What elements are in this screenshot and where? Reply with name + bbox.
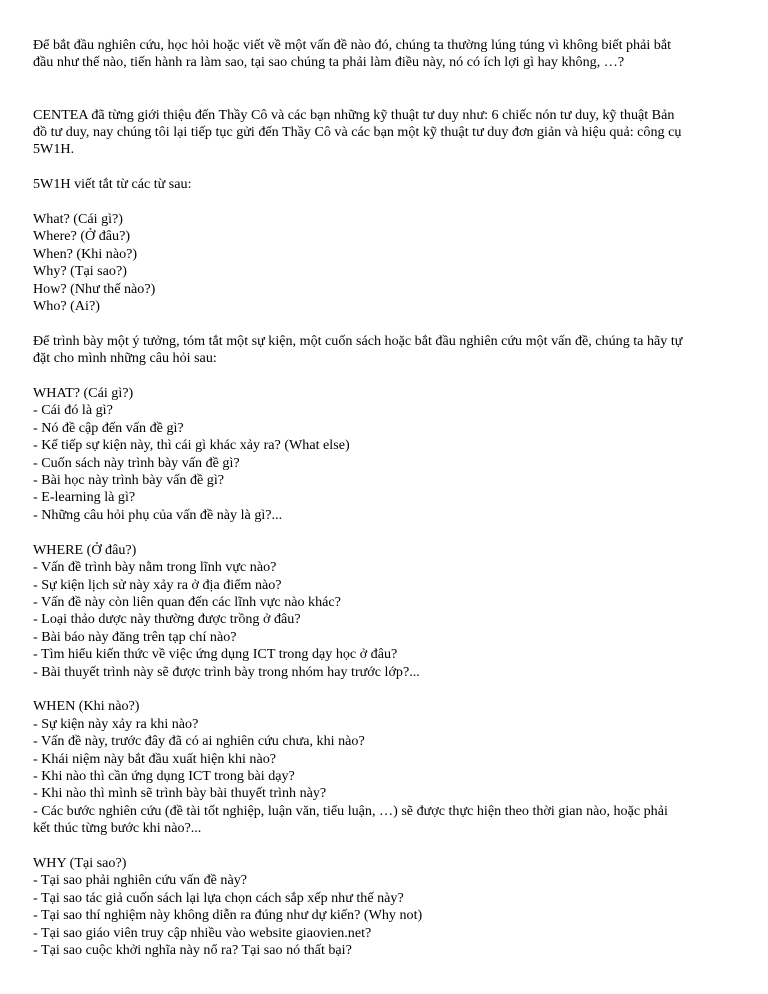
section-heading-what: WHAT? (Cái gì?) xyxy=(33,385,134,402)
list-item: Where? (Ở đâu?) xyxy=(33,228,131,245)
list-item: - Khái niệm này bắt đầu xuất hiện khi nào? xyxy=(33,750,277,767)
abbrev-intro xyxy=(33,176,738,193)
list-item: What? (Cái gì?) xyxy=(33,211,123,228)
centea-paragraph xyxy=(33,107,738,159)
list-item: Why? (Tại sao?) xyxy=(33,263,127,280)
list-item: - Tại sao giáo viên truy cập nhiều vào website giaovien.net? xyxy=(33,924,372,941)
text-line: Để bắt đầu nghiên cứu, học hỏi hoặc viết về một vấn đề nào đó, chúng ta thường lúng túng vì không biết phải bắt xyxy=(33,37,672,53)
where-section xyxy=(33,542,738,681)
list-item: - Vấn đề trình bày nằm trong lĩnh vực nào? xyxy=(33,559,277,576)
list-item: - Tại sao cuộc khởi nghĩa này nổ ra? Tại sao nó thất bại? xyxy=(33,942,352,958)
list-item: When? (Khi nào?) xyxy=(33,245,138,262)
list-item: - Vấn đề này còn liên quan đến các lĩnh vực nào khác? xyxy=(33,593,341,610)
list-item: - Sự kiện này xảy ra khi nào? xyxy=(33,715,199,732)
list-item: - Bài thuyết trình này sẽ được trình bày trong nhóm hay trước lớp?... xyxy=(33,663,420,680)
list-item: - Vấn đề này, trước đây đã có ai nghiên cứu chưa, khi nào? xyxy=(33,733,365,750)
text-line: đồ tư duy, nay chúng tôi lại tiếp tục gửi đến Thầy Cô và các bạn một kỹ thuật tư duy đơn giản và hiệu quả: công cụ xyxy=(33,124,682,141)
abbrev-list xyxy=(33,211,738,315)
why-section xyxy=(33,855,738,959)
intro-paragraph xyxy=(33,37,738,72)
list-item: - Cái đó là gì? xyxy=(33,402,113,419)
list-item: - Cuốn sách này trình bày vấn đề gì? xyxy=(33,454,240,471)
present-paragraph xyxy=(33,333,738,368)
list-item: - Kế tiếp sự kiện này, thì cái gì khác xảy ra? (What else) xyxy=(33,437,350,454)
list-item: - Những câu hỏi phụ của vấn đề này là gì?... xyxy=(33,506,283,523)
list-item: - Sự kiện lịch sử này xảy ra ở địa điểm nào? xyxy=(33,576,282,593)
text-line: 5W1H viết tắt từ các từ sau: xyxy=(33,176,192,193)
list-item: - Bài báo này đăng trên tạp chí nào? xyxy=(33,628,237,645)
list-item: - E-learning là gì? xyxy=(33,489,136,506)
when-section xyxy=(33,698,738,837)
section-heading-why: WHY (Tại sao?) xyxy=(33,854,127,871)
list-item: - Khi nào thì mình sẽ trình bày bài thuyết trình này? xyxy=(33,785,327,802)
text-line: 5W1H. xyxy=(33,141,75,158)
list-item: - Khi nào thì cần ứng dụng ICT trong bài dạy? xyxy=(33,767,295,784)
list-item: - Nó đề cập đến vấn đề gì? xyxy=(33,419,184,436)
list-item: - Tại sao tác giả cuốn sách lại lựa chọn cách sắp xếp như thế này? xyxy=(33,889,404,906)
list-item: kết thúc từng bước khi nào?... xyxy=(33,820,202,837)
text-line: đặt cho mình những câu hỏi sau: xyxy=(33,350,217,367)
section-heading-when: WHEN (Khi nào?) xyxy=(33,698,140,715)
list-item: - Tại sao thí nghiệm này không diễn ra đúng như dự kiến? (Why not) xyxy=(33,907,423,924)
text-line: Để trình bày một ý tưởng, tóm tắt một sự kiện, một cuốn sách hoặc bắt đầu nghiên cứu một vấn đề, chúng ta hãy tự xyxy=(33,332,683,349)
list-item: Who? (Ai?) xyxy=(33,298,100,315)
list-item: - Tại sao phải nghiên cứu vấn đề này? xyxy=(33,872,248,889)
text-line: đầu như thế nào, tiến hành ra làm sao, tại sao chúng ta phải làm điều này, nó có ích lợi gì hay không, …? xyxy=(33,54,625,71)
document-page xyxy=(33,37,738,959)
list-item: - Tìm hiểu kiến thức về việc ứng dụng ICT trong dạy học ở đâu? xyxy=(33,646,398,663)
section-heading-where: WHERE (Ở đâu?) xyxy=(33,541,137,558)
what-section xyxy=(33,385,738,524)
text-line: CENTEA đã từng giới thiệu đến Thầy Cô và các bạn những kỹ thuật tư duy như: 6 chiếc nón tư duy, kỹ thuật Bản xyxy=(33,106,675,123)
list-item: - Các bước nghiên cứu (đề tài tốt nghiệp, luận văn, tiểu luận, …) sẽ được thực hiện theo thời gian nào, hoặc phải xyxy=(33,802,668,819)
list-item: How? (Như thế nào?) xyxy=(33,280,156,297)
list-item: - Loại thảo dược này thường được trồng ở đâu? xyxy=(33,611,301,628)
list-item: - Bài học này trình bày vấn đề gì? xyxy=(33,472,224,489)
